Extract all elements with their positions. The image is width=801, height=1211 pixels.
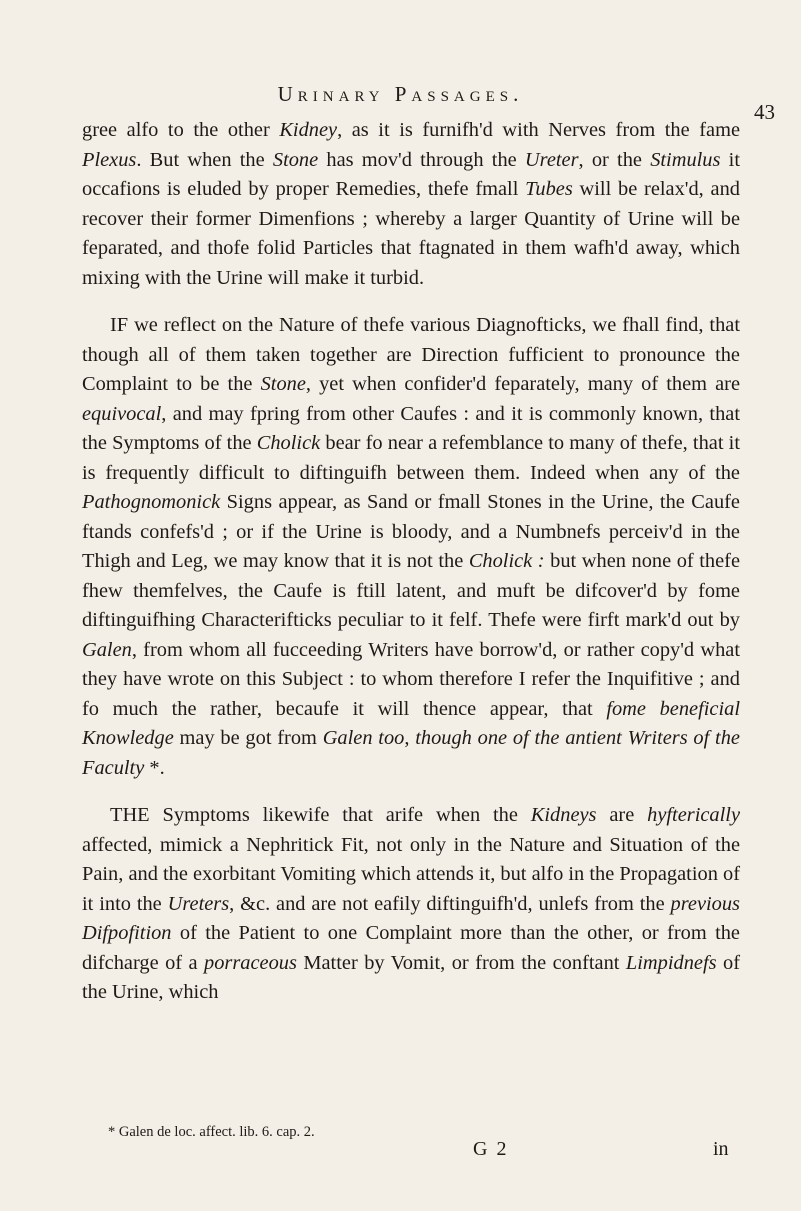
text-run: of the Patient to one Complaint more than the other, or from the difcharge of a [82,922,740,974]
text-run: gree alfo to the other [82,119,280,141]
body-text [82,116,740,1008]
italic-run: Tubes [525,178,573,200]
text-run: bear fo near a refemblance to many of thefe, that it is frequently difficult to diftinguifh between them. Indeed when any of the [82,432,740,484]
paragraph [82,116,740,293]
running-head: Urinary Passages. [277,82,524,106]
italic-run: Stone [272,148,319,171]
text-run: , yet when confider'd feparately, many of them are [305,373,740,395]
text-run: will be relax'd, and recover their former Dimenfions ; whereby a larger Quantity of Urine will be feparated, and thofe folid Particles that ftagnated in them wafh'd away, which mixing with the Urine will make it turbid. [82,178,740,289]
text-run: , &c. and are not eafily diftinguifh'd, unlefs from the [229,892,671,915]
italic-run: previous Difpofition [82,892,740,944]
footnote: * Galen de loc. affect. lib. 6. cap. 2. [108,1124,315,1140]
paragraph [82,801,740,1008]
italic-run: porraceous [204,951,297,974]
italic-run: Galen too [322,727,405,749]
text-run: are [596,804,648,826]
paragraph [82,311,740,783]
text-run: . But when the [136,148,273,171]
text-run: THE Symptoms likewife that arife when the [110,804,531,826]
italic-run: Plexus [82,148,137,171]
text-run: , as it is furnifh'd with Nerves from the fame [337,119,740,141]
italic-run: Kidneys [530,804,597,826]
italic-run: Pathognomonick [82,491,221,513]
italic-run: hyfterically [647,804,740,826]
italic-run: Stone [260,373,306,395]
italic-run: Limpidnefs [625,951,717,974]
text-run: but when none of thefe fhew themfelves, the Caufe is ftill latent, and muft be difcover'd by fome diftinguifhing Characterifticks peculiar to it felf. Thefe were firft mark'd out by [82,550,741,631]
text-run: , from whom all fucceeding Writers have borrow'd, or rather copy'd what they have wrote on this Subject : to whom therefore I refer the Inquifitive ; and fo much the rather, becaufe it will thence appear, that [82,638,740,720]
text-run: , [404,727,416,749]
text-run: , and may fpring from other Caufes : and it is commonly known, that the Symptoms of the [82,402,740,454]
text-run: Signs appear, as Sand or fmall Stones in the Urine, the Caufe ftands confefs'd ; or if the Urine is bloody, and a Numbnefs perceiv'd in the Thigh and Leg, we may know that it is not the [82,491,740,572]
italic-run: Cholick : [468,550,545,572]
text-run: has mov'd through the [318,148,525,171]
italic-run: Galen [82,638,132,661]
italic-run: Ureters [167,892,230,915]
text-run: it occafions is eluded by proper Remedies, thefe fmall [82,148,740,200]
page-number: 43 [754,100,775,124]
text-run: of the Urine, which [82,951,740,1003]
text-run: affected, mimick a Nephritick Fit, not only in the Nature and Situation of the Pain, and the exorbitant Vomiting which attends it, but alfo in the Propagation of it into the [82,833,740,915]
catchword: in [713,1138,729,1160]
italic-run: Cholick [256,432,321,454]
text-run: may be got from [173,727,323,749]
italic-run: Stimulus [650,148,721,171]
italic-run: though one of the antient Writers of the Faculty [82,727,740,779]
italic-run: Kidney [279,119,338,141]
italic-run: Ureter [524,148,579,171]
text-run: *. [144,756,165,779]
text-run: , or the [578,148,651,171]
italic-run: equivocal [82,402,162,425]
text-run: IF we reflect on the Nature of thefe various Diagnofticks, we fhall find, that though all of them taken together are Direction fufficient to pronounce the Complaint to be the [82,314,740,395]
signature-mark: G 2 [473,1138,509,1160]
text-run: Matter by Vomit, or from the conftant [296,951,626,974]
italic-run: fome beneficial Knowledge [82,697,740,749]
